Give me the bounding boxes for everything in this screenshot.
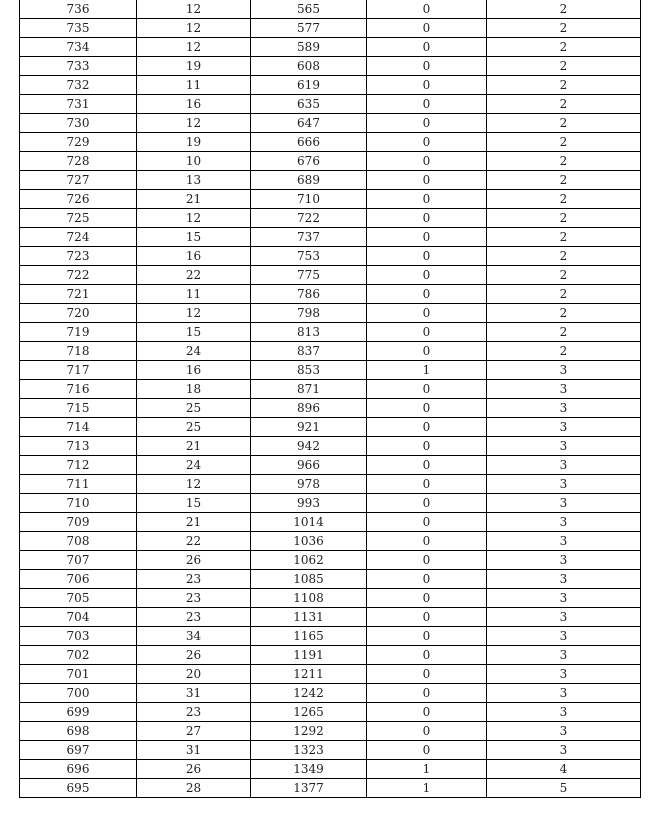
- count-cell: 18: [137, 380, 251, 399]
- table-row: [20, 665, 641, 684]
- extra-count-cell: 0: [367, 437, 487, 456]
- score-cell: 697: [20, 741, 137, 760]
- cumulative-cell: 608: [251, 57, 367, 76]
- score-cell: 698: [20, 722, 137, 741]
- extra-count-cell: 0: [367, 399, 487, 418]
- table-row: [20, 741, 641, 760]
- extra-count-cell: 0: [367, 171, 487, 190]
- score-cell: 730: [20, 114, 137, 133]
- cumulative-cell: 1085: [251, 570, 367, 589]
- count-cell: 27: [137, 722, 251, 741]
- cumulative-cell: 666: [251, 133, 367, 152]
- extra-count-cell: 0: [367, 323, 487, 342]
- score-cell: 721: [20, 285, 137, 304]
- extra-cumulative-cell: 2: [487, 285, 641, 304]
- extra-cumulative-cell: 3: [487, 399, 641, 418]
- score-cell: 710: [20, 494, 137, 513]
- extra-count-cell: 0: [367, 266, 487, 285]
- cumulative-cell: 676: [251, 152, 367, 171]
- extra-count-cell: 0: [367, 19, 487, 38]
- extra-count-cell: 0: [367, 304, 487, 323]
- count-cell: 20: [137, 665, 251, 684]
- extra-cumulative-cell: 3: [487, 456, 641, 475]
- count-cell: 22: [137, 266, 251, 285]
- table-row: [20, 760, 641, 779]
- count-cell: 12: [137, 19, 251, 38]
- count-cell: 10: [137, 152, 251, 171]
- extra-cumulative-cell: 3: [487, 741, 641, 760]
- count-cell: 12: [137, 475, 251, 494]
- table-row: [20, 551, 641, 570]
- extra-cumulative-cell: 2: [487, 304, 641, 323]
- table-row: [20, 228, 641, 247]
- table-row: [20, 209, 641, 228]
- count-cell: 12: [137, 114, 251, 133]
- cumulative-cell: 837: [251, 342, 367, 361]
- table-row: [20, 589, 641, 608]
- extra-cumulative-cell: 2: [487, 190, 641, 209]
- cumulative-cell: 775: [251, 266, 367, 285]
- extra-cumulative-cell: 2: [487, 323, 641, 342]
- extra-cumulative-cell: 2: [487, 95, 641, 114]
- cumulative-cell: 1292: [251, 722, 367, 741]
- score-cell: 732: [20, 76, 137, 95]
- extra-count-cell: 0: [367, 228, 487, 247]
- extra-count-cell: 0: [367, 133, 487, 152]
- count-cell: 15: [137, 323, 251, 342]
- score-cell: 725: [20, 209, 137, 228]
- count-cell: 21: [137, 190, 251, 209]
- count-cell: 31: [137, 684, 251, 703]
- table-row: [20, 247, 641, 266]
- table-row: [20, 494, 641, 513]
- table-row: [20, 38, 641, 57]
- extra-cumulative-cell: 3: [487, 532, 641, 551]
- extra-count-cell: 0: [367, 57, 487, 76]
- table-row: [20, 266, 641, 285]
- extra-count-cell: 0: [367, 741, 487, 760]
- extra-cumulative-cell: 2: [487, 209, 641, 228]
- table-row: [20, 114, 641, 133]
- extra-count-cell: 0: [367, 532, 487, 551]
- table-row: [20, 722, 641, 741]
- score-cell: 696: [20, 760, 137, 779]
- extra-cumulative-cell: 3: [487, 361, 641, 380]
- extra-count-cell: 0: [367, 114, 487, 133]
- table-row: [20, 513, 641, 532]
- count-cell: 15: [137, 228, 251, 247]
- table-row: [20, 608, 641, 627]
- extra-cumulative-cell: 2: [487, 247, 641, 266]
- count-cell: 16: [137, 361, 251, 380]
- score-cell: 701: [20, 665, 137, 684]
- count-cell: 26: [137, 646, 251, 665]
- extra-count-cell: 0: [367, 76, 487, 95]
- score-cell: 720: [20, 304, 137, 323]
- score-cell: 717: [20, 361, 137, 380]
- score-cell: 735: [20, 19, 137, 38]
- count-cell: 19: [137, 133, 251, 152]
- cumulative-cell: 1242: [251, 684, 367, 703]
- cumulative-cell: 589: [251, 38, 367, 57]
- table-row: [20, 190, 641, 209]
- extra-cumulative-cell: 3: [487, 380, 641, 399]
- count-cell: 24: [137, 456, 251, 475]
- score-cell: 706: [20, 570, 137, 589]
- table-row: [20, 418, 641, 437]
- count-cell: 12: [137, 304, 251, 323]
- score-cell: 718: [20, 342, 137, 361]
- count-cell: 11: [137, 285, 251, 304]
- extra-cumulative-cell: 2: [487, 171, 641, 190]
- count-cell: 15: [137, 494, 251, 513]
- extra-count-cell: 0: [367, 247, 487, 266]
- count-cell: 19: [137, 57, 251, 76]
- extra-cumulative-cell: 3: [487, 722, 641, 741]
- table-row: [20, 133, 641, 152]
- count-cell: 12: [137, 38, 251, 57]
- count-cell: 23: [137, 570, 251, 589]
- cumulative-cell: 1165: [251, 627, 367, 646]
- table-row: [20, 399, 641, 418]
- extra-count-cell: 0: [367, 285, 487, 304]
- cumulative-cell: 619: [251, 76, 367, 95]
- extra-count-cell: 0: [367, 456, 487, 475]
- extra-cumulative-cell: 2: [487, 133, 641, 152]
- score-cell: 724: [20, 228, 137, 247]
- table-row: [20, 285, 641, 304]
- table-row: [20, 323, 641, 342]
- score-cell: 726: [20, 190, 137, 209]
- cumulative-cell: 737: [251, 228, 367, 247]
- cumulative-cell: 1377: [251, 779, 367, 798]
- cumulative-cell: 1036: [251, 532, 367, 551]
- count-cell: 26: [137, 760, 251, 779]
- cumulative-cell: 786: [251, 285, 367, 304]
- extra-count-cell: 0: [367, 380, 487, 399]
- extra-cumulative-cell: 3: [487, 551, 641, 570]
- score-cell: 699: [20, 703, 137, 722]
- score-cell: 723: [20, 247, 137, 266]
- extra-count-cell: 1: [367, 779, 487, 798]
- extra-cumulative-cell: 3: [487, 665, 641, 684]
- table-row: [20, 76, 641, 95]
- extra-cumulative-cell: 2: [487, 76, 641, 95]
- score-cell: 705: [20, 589, 137, 608]
- extra-count-cell: 0: [367, 570, 487, 589]
- cumulative-cell: 1323: [251, 741, 367, 760]
- extra-cumulative-cell: 3: [487, 513, 641, 532]
- extra-count-cell: 1: [367, 361, 487, 380]
- extra-cumulative-cell: 2: [487, 114, 641, 133]
- extra-count-cell: 0: [367, 551, 487, 570]
- count-cell: 31: [137, 741, 251, 760]
- extra-cumulative-cell: 3: [487, 494, 641, 513]
- count-cell: 16: [137, 95, 251, 114]
- table-row: [20, 475, 641, 494]
- count-cell: 25: [137, 399, 251, 418]
- table-row: [20, 532, 641, 551]
- extra-count-cell: 0: [367, 513, 487, 532]
- score-cell: 715: [20, 399, 137, 418]
- cumulative-cell: 853: [251, 361, 367, 380]
- score-cell: 712: [20, 456, 137, 475]
- table-row: [20, 570, 641, 589]
- table-row: [20, 646, 641, 665]
- cumulative-cell: 1108: [251, 589, 367, 608]
- score-cell: 719: [20, 323, 137, 342]
- count-cell: 26: [137, 551, 251, 570]
- count-cell: 21: [137, 513, 251, 532]
- extra-count-cell: 0: [367, 209, 487, 228]
- score-cell: 711: [20, 475, 137, 494]
- cumulative-cell: 993: [251, 494, 367, 513]
- score-cell: 733: [20, 57, 137, 76]
- extra-count-cell: 0: [367, 494, 487, 513]
- cumulative-cell: 813: [251, 323, 367, 342]
- extra-cumulative-cell: 2: [487, 266, 641, 285]
- count-cell: 23: [137, 703, 251, 722]
- score-table-body: [20, 0, 641, 798]
- table-row: [20, 361, 641, 380]
- table-row: [20, 456, 641, 475]
- extra-cumulative-cell: 3: [487, 627, 641, 646]
- cumulative-cell: 710: [251, 190, 367, 209]
- cumulative-cell: 635: [251, 95, 367, 114]
- extra-count-cell: 0: [367, 665, 487, 684]
- extra-cumulative-cell: 2: [487, 152, 641, 171]
- cumulative-cell: 722: [251, 209, 367, 228]
- extra-count-cell: 0: [367, 684, 487, 703]
- extra-cumulative-cell: 3: [487, 684, 641, 703]
- extra-count-cell: 0: [367, 190, 487, 209]
- table-row: [20, 380, 641, 399]
- extra-cumulative-cell: 3: [487, 570, 641, 589]
- cumulative-cell: 565: [251, 0, 367, 19]
- extra-cumulative-cell: 2: [487, 38, 641, 57]
- table-row: [20, 437, 641, 456]
- extra-cumulative-cell: 3: [487, 703, 641, 722]
- count-cell: 22: [137, 532, 251, 551]
- score-cell: 709: [20, 513, 137, 532]
- extra-count-cell: 0: [367, 589, 487, 608]
- count-cell: 21: [137, 437, 251, 456]
- extra-count-cell: 0: [367, 38, 487, 57]
- table-row: [20, 95, 641, 114]
- cumulative-cell: 1014: [251, 513, 367, 532]
- count-cell: 16: [137, 247, 251, 266]
- score-cell: 722: [20, 266, 137, 285]
- extra-count-cell: 0: [367, 152, 487, 171]
- cumulative-cell: 689: [251, 171, 367, 190]
- cumulative-cell: 577: [251, 19, 367, 38]
- count-cell: 23: [137, 589, 251, 608]
- table-row: [20, 152, 641, 171]
- extra-cumulative-cell: 3: [487, 608, 641, 627]
- cumulative-cell: 1191: [251, 646, 367, 665]
- cumulative-cell: 1349: [251, 760, 367, 779]
- extra-cumulative-cell: 2: [487, 0, 641, 19]
- cumulative-cell: 871: [251, 380, 367, 399]
- extra-count-cell: 1: [367, 760, 487, 779]
- cumulative-cell: 942: [251, 437, 367, 456]
- extra-count-cell: 0: [367, 722, 487, 741]
- count-cell: 11: [137, 76, 251, 95]
- extra-cumulative-cell: 3: [487, 589, 641, 608]
- table-row: [20, 0, 641, 19]
- cumulative-cell: 896: [251, 399, 367, 418]
- cumulative-cell: 647: [251, 114, 367, 133]
- extra-count-cell: 0: [367, 0, 487, 19]
- score-cell: 731: [20, 95, 137, 114]
- extra-count-cell: 0: [367, 646, 487, 665]
- count-cell: 34: [137, 627, 251, 646]
- score-cell: 716: [20, 380, 137, 399]
- extra-count-cell: 0: [367, 342, 487, 361]
- score-cell: 704: [20, 608, 137, 627]
- extra-cumulative-cell: 2: [487, 228, 641, 247]
- extra-count-cell: 0: [367, 475, 487, 494]
- extra-count-cell: 0: [367, 627, 487, 646]
- extra-cumulative-cell: 4: [487, 760, 641, 779]
- table-row: [20, 19, 641, 38]
- score-cell: 728: [20, 152, 137, 171]
- cumulative-cell: 753: [251, 247, 367, 266]
- score-cell: 707: [20, 551, 137, 570]
- extra-cumulative-cell: 2: [487, 19, 641, 38]
- score-cell: 729: [20, 133, 137, 152]
- count-cell: 12: [137, 209, 251, 228]
- extra-count-cell: 0: [367, 703, 487, 722]
- extra-cumulative-cell: 3: [487, 646, 641, 665]
- score-cell: 702: [20, 646, 137, 665]
- table-row: [20, 684, 641, 703]
- score-cell: 703: [20, 627, 137, 646]
- cumulative-cell: 1062: [251, 551, 367, 570]
- score-cell: 713: [20, 437, 137, 456]
- extra-count-cell: 0: [367, 418, 487, 437]
- cumulative-cell: 1211: [251, 665, 367, 684]
- cumulative-cell: 966: [251, 456, 367, 475]
- extra-cumulative-cell: 3: [487, 437, 641, 456]
- score-table: [19, 0, 641, 798]
- table-row: [20, 342, 641, 361]
- extra-count-cell: 0: [367, 608, 487, 627]
- table-row: [20, 703, 641, 722]
- score-cell: 700: [20, 684, 137, 703]
- cumulative-cell: 1265: [251, 703, 367, 722]
- score-cell: 736: [20, 0, 137, 19]
- count-cell: 13: [137, 171, 251, 190]
- score-cell: 695: [20, 779, 137, 798]
- score-cell: 708: [20, 532, 137, 551]
- extra-cumulative-cell: 3: [487, 475, 641, 494]
- score-cell: 714: [20, 418, 137, 437]
- table-row: [20, 171, 641, 190]
- cumulative-cell: 1131: [251, 608, 367, 627]
- extra-cumulative-cell: 5: [487, 779, 641, 798]
- cumulative-cell: 798: [251, 304, 367, 323]
- score-cell: 727: [20, 171, 137, 190]
- table-row: [20, 779, 641, 798]
- count-cell: 25: [137, 418, 251, 437]
- table-row: [20, 57, 641, 76]
- cumulative-cell: 921: [251, 418, 367, 437]
- extra-cumulative-cell: 2: [487, 57, 641, 76]
- count-cell: 23: [137, 608, 251, 627]
- table-row: [20, 627, 641, 646]
- extra-cumulative-cell: 2: [487, 342, 641, 361]
- count-cell: 28: [137, 779, 251, 798]
- count-cell: 24: [137, 342, 251, 361]
- count-cell: 12: [137, 0, 251, 19]
- cumulative-cell: 978: [251, 475, 367, 494]
- extra-count-cell: 0: [367, 95, 487, 114]
- table-row: [20, 304, 641, 323]
- extra-cumulative-cell: 3: [487, 418, 641, 437]
- score-cell: 734: [20, 38, 137, 57]
